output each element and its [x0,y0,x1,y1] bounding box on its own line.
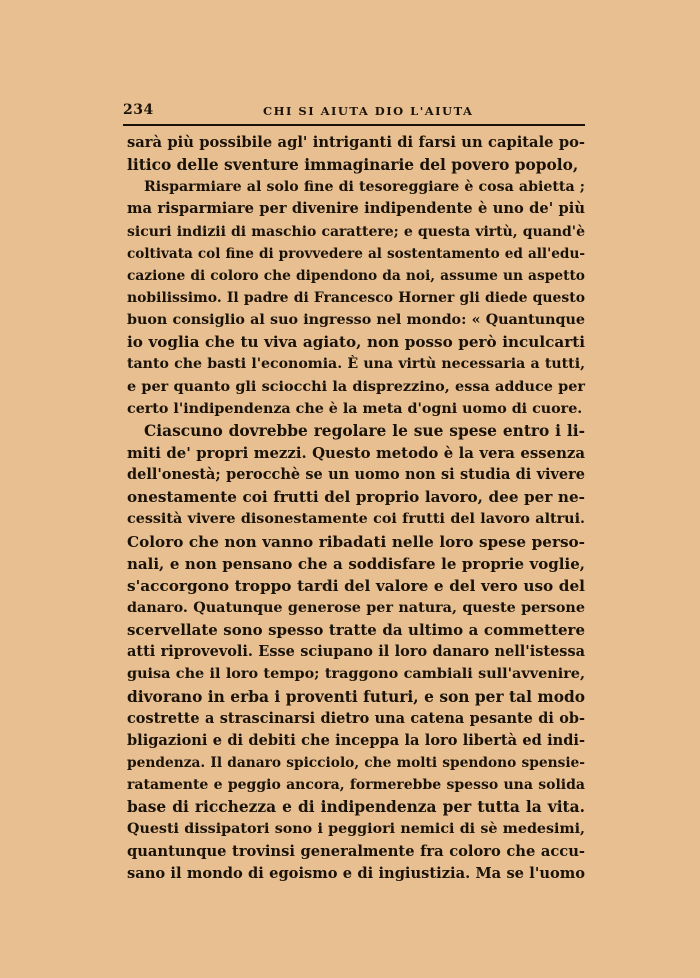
text-line: coltivata col fine di provvedere al sostentamento ed all'edu- [127,245,585,262]
text-line: dell'onestà; perocchè se un uomo non si studia di vivere [127,466,585,484]
text-line: io voglia che tu viva agiato, non posso però inculcarti [127,333,585,352]
page-number: 234 [123,102,154,118]
text-line: certo l'indipendenza che è la meta d'ogni uomo di cuore. [127,400,583,417]
text-line: atti riprovevoli. Esse sciupano il loro danaro nell'istessa [127,643,585,661]
text-line: sarà più possibile agl' intriganti di farsi un capitale po- [127,134,585,151]
text-line: danaro. Quatunque generose per natura, queste persone [127,599,585,616]
text-line: quantunque trovinsi generalmente fra coloro che accu- [127,842,585,860]
text-line: Coloro che non vanno ribadati nelle loro spese perso- [127,532,585,551]
text-line: base di ricchezza e di indipendenza per tutta la vita. [127,798,585,817]
text-line: nobilissimo. Il padre di Francesco Horner gli diede questo [127,289,585,306]
text-line: s'accorgono troppo tardi del valore e del vero uso del [127,576,585,595]
text-line: sicuri indizii di maschio carattere; e questa virtù, quand'è [127,223,585,240]
text-line: ma risparmiare per divenire indipendente è uno de' più [127,200,585,218]
text-line: pendenza. Il danaro spicciolo, che molti spendono spensie- [127,754,585,771]
text-line: cazione di coloro che dipendono da noi, assume un aspetto [127,267,585,284]
text-line: ratamente e peggio ancora, formerebbe spesso una solida [127,777,585,794]
text-line: buon consiglio al suo ingresso nel mondo: « Quantunque [127,312,585,329]
text-line: Questi dissipatori sono i peggiori nemici di sè medesimi, [127,821,585,838]
header-rule [123,124,585,126]
text-line: onestamente coi frutti del proprio lavoro, dee per ne- [127,488,585,507]
text-line: divorano in erba i proventi futuri, e son per tal modo [127,687,585,706]
text-line: cessità vivere disonestamente coi frutti del lavoro altrui. [127,511,585,528]
text-line: bligazioni e di debiti che inceppa la loro libertà ed indi- [127,731,585,749]
text-line: Ciascuno dovrebbe regolare le sue spese entro i li- [144,421,585,440]
text-line: e per quanto gli sciocchi la disprezzino, essa adduce per [127,377,585,395]
page-header [123,102,585,122]
text-line: litico delle sventure immaginarie del povero popolo, [127,156,579,175]
text-line: scervellate sono spesso tratte da ultimo a commettere [127,621,585,640]
text-line: costrette a strascinarsi dietro una catena pesante di ob- [127,709,585,727]
text-line: guisa che il loro tempo; traggono cambiali sull'avvenire, [127,665,585,683]
body-text [127,132,585,885]
running-title: CHI SI AIUTA DIO L'AIUTA [263,104,474,118]
text-line: nali, e non pensano che a soddisfare le proprie voglie, [127,554,585,573]
text-line: miti de' propri mezzi. Questo metodo è la vera essenza [127,443,585,462]
text-line: tanto che basti l'economia. È una virtù necessaria a tutti, [127,356,585,373]
text-line: sano il mondo di egoismo e di ingiustizia. Ma se l'uomo [127,864,585,882]
text-line: Risparmiare al solo fine di tesoreggiare è cosa abietta ; [144,179,585,196]
